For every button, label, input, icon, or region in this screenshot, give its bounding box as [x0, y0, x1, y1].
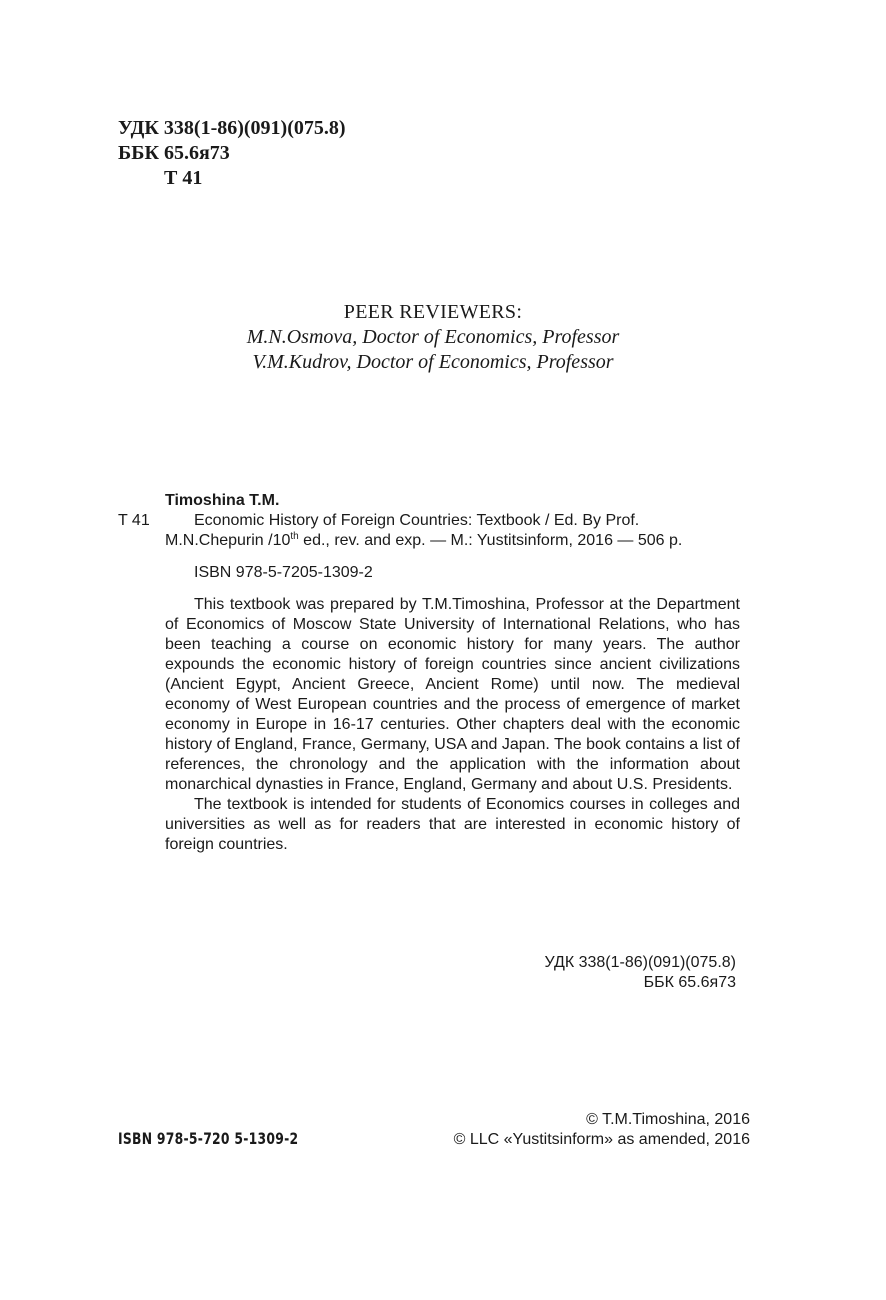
- entry-publication-line: [165, 531, 740, 551]
- copyright-publisher: © LLC «Yustitsinform» as amended, 2016: [453, 1131, 750, 1148]
- peer-reviewers: [0, 300, 866, 375]
- bibliographic-entry: [118, 491, 740, 855]
- pub-part-b: ed., rev. and exp. — M.: Yustitsinform, 2016 — 506 p.: [298, 532, 683, 549]
- pub-superscript: th: [290, 531, 299, 542]
- udk-code: УДК 338(1-86)(091)(075.8): [118, 117, 346, 139]
- entry-description: [118, 511, 740, 551]
- entry-title-line: Economic History of Foreign Countries: Textbook / Ed. By Prof.: [194, 512, 640, 529]
- copyright-author: © T.M.Timoshina, 2016: [586, 1111, 750, 1128]
- isbn-footer: ISBN 978-5-720 5-1309-2: [118, 1129, 299, 1148]
- abstract-paragraph: The textbook is intended for students of Economics courses in colleges and universities as well as for readers that are interested in economic history of foreign countries.: [165, 796, 740, 853]
- classification-block: [118, 116, 346, 191]
- classification-right: [440, 953, 736, 993]
- call-number: T 41: [118, 512, 150, 529]
- author-mark: Т 41: [164, 167, 203, 189]
- reviewer-2: V.M.Kudrov, Doctor of Economics, Professor: [252, 351, 614, 373]
- abstract: [165, 595, 740, 855]
- reviewer-1: M.N.Osmova, Doctor of Economics, Professor: [246, 326, 620, 348]
- udk-code-right: УДК 338(1-86)(091)(075.8): [544, 954, 736, 971]
- bbk-code: ББК 65.6я73: [118, 142, 230, 164]
- reviewers-heading: PEER REVIEWERS:: [343, 301, 523, 323]
- bbk-code-right: ББК 65.6я73: [643, 974, 736, 991]
- entry-isbn: ISBN 978-5-7205-1309-2: [194, 564, 373, 581]
- entry-author: Timoshina T.M.: [165, 492, 280, 509]
- copyright-block: [420, 1110, 750, 1150]
- pub-part-a: M.N.Chepurin /10: [165, 532, 291, 549]
- abstract-paragraph: This textbook was prepared by T.M.Timoshina, Professor at the Department of Economics of Moscow State University of International Relations, who has been teaching a course on economic history for many years. The author expounds the economic history of foreign countries since ancient civilizations (Ancient Egypt, Ancient Greece, Ancient Rome) until now. The medieval economy of West European countries and the process of emergence of market economy in Europe in 16-17 centuries. Other chapters deal with the economic history of England, France, Germany, USA and Japan. The book contains a list of references, the chronology and the application with the information about monarchical dynasties in France, England, Germany and about U.S. Presidents.: [165, 596, 740, 793]
